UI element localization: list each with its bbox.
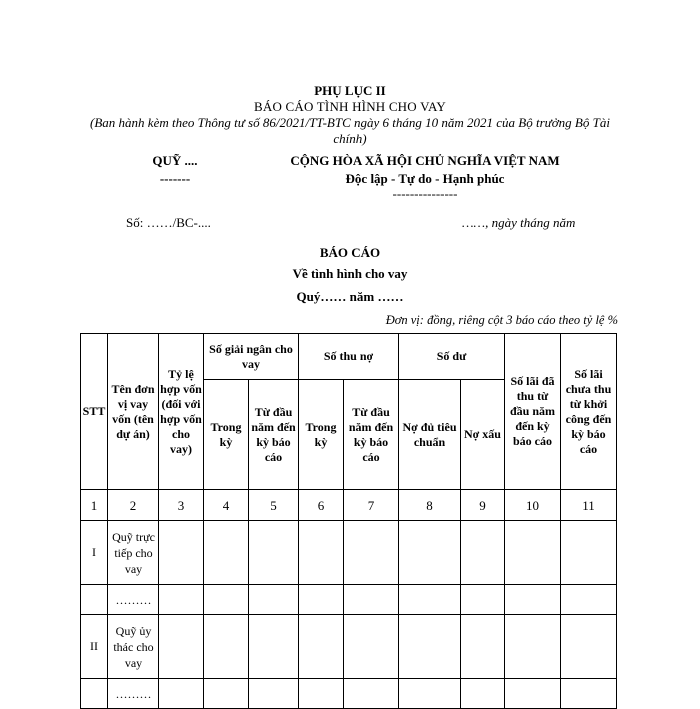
reference-date: ……, ngày tháng năm xyxy=(462,215,576,230)
row-unit-name: Quỹ trực tiếp cho vay xyxy=(108,521,159,585)
row-unit-name: Quỹ ủy thác cho vay xyxy=(108,615,159,679)
header-collected: Số thu nợ xyxy=(299,334,399,380)
empty-cell xyxy=(204,679,249,709)
empty-cell xyxy=(299,521,344,585)
empty-cell xyxy=(249,615,299,679)
empty-cell xyxy=(344,679,399,709)
table-row xyxy=(81,679,617,709)
column-number: 4 xyxy=(204,490,249,521)
report-table xyxy=(80,333,617,709)
row-unit-name: ……… xyxy=(108,679,159,709)
org-block xyxy=(130,152,220,188)
empty-cell xyxy=(461,679,505,709)
column-number: 6 xyxy=(299,490,344,521)
report-title: BÁO CÁO TÌNH HÌNH CHO VAY xyxy=(254,99,446,114)
nation-motto: Độc lập - Tự do - Hạnh phúc xyxy=(345,171,505,186)
header-unit-name: Tên đơn vị vay vốn (tên dự án) xyxy=(108,334,159,490)
column-number: 2 xyxy=(108,490,159,521)
header-disbursed-in-period: Trong kỳ xyxy=(204,380,249,490)
column-number: 5 xyxy=(249,490,299,521)
empty-cell xyxy=(299,679,344,709)
empty-cell xyxy=(505,585,561,615)
header-ratio: Tỷ lệ hợp vốn (đối với hợp vốn cho vay) xyxy=(159,334,204,490)
unit-note: Đơn vị: đồng, riêng cột 3 báo cáo theo tỷ lệ % xyxy=(385,313,618,327)
empty-cell xyxy=(344,615,399,679)
header-bad-debt: Nợ xấu xyxy=(461,380,505,490)
empty-cell xyxy=(204,585,249,615)
empty-cell xyxy=(159,521,204,585)
column-number: 8 xyxy=(399,490,461,521)
header-interest-uncollected: Số lãi chưa thu từ khởi công đến kỳ báo cáo xyxy=(561,334,617,490)
header-interest-collected: Số lãi đã thu từ đầu năm đến kỳ báo cáo xyxy=(505,334,561,490)
empty-cell xyxy=(249,521,299,585)
document-subject: Về tình hình cho vay xyxy=(292,266,408,281)
empty-cell xyxy=(159,615,204,679)
empty-cell xyxy=(399,521,461,585)
empty-cell xyxy=(344,585,399,615)
national-header xyxy=(270,152,580,200)
empty-cell xyxy=(299,585,344,615)
empty-cell xyxy=(399,585,461,615)
appendix-label: PHỤ LỤC II xyxy=(314,83,386,98)
empty-cell xyxy=(561,679,617,709)
header-disbursed-ytd: Từ đầu năm đến kỳ báo cáo xyxy=(249,380,299,490)
empty-cell xyxy=(505,521,561,585)
header-balance: Số dư xyxy=(399,334,505,380)
table-row xyxy=(81,521,617,585)
empty-cell xyxy=(505,679,561,709)
table-row xyxy=(81,585,617,615)
empty-cell xyxy=(249,679,299,709)
nation-dash: --------------- xyxy=(392,186,458,201)
row-stt xyxy=(81,679,108,709)
column-number: 3 xyxy=(159,490,204,521)
empty-cell xyxy=(204,615,249,679)
org-dash: ------- xyxy=(159,171,191,186)
empty-cell xyxy=(249,585,299,615)
row-unit-name: ……… xyxy=(108,585,159,615)
document-heading: BÁO CÁO xyxy=(319,245,381,260)
empty-cell xyxy=(159,679,204,709)
header-collected-ytd: Từ đầu năm đến kỳ báo cáo xyxy=(344,380,399,490)
empty-cell xyxy=(561,521,617,585)
empty-cell xyxy=(399,615,461,679)
empty-cell xyxy=(159,585,204,615)
row-stt: I xyxy=(81,521,108,585)
header-standard-debt: Nợ đủ tiêu chuẩn xyxy=(399,380,461,490)
empty-cell xyxy=(399,679,461,709)
reference-number: Số: ……/BC-.... xyxy=(126,215,211,230)
column-number: 11 xyxy=(561,490,617,521)
empty-cell xyxy=(561,585,617,615)
column-number: 9 xyxy=(461,490,505,521)
nation-name: CỘNG HÒA XÃ HỘI CHỦ NGHĨA VIỆT NAM xyxy=(290,153,560,168)
column-number: 10 xyxy=(505,490,561,521)
empty-cell xyxy=(561,615,617,679)
header-collected-in-period: Trong kỳ xyxy=(299,380,344,490)
header-disbursed: Số giải ngân cho vay xyxy=(204,334,299,380)
column-number: 1 xyxy=(81,490,108,521)
column-number: 7 xyxy=(344,490,399,521)
org-name: QUỸ .... xyxy=(152,153,198,168)
header-stt: STT xyxy=(81,334,108,490)
empty-cell xyxy=(204,521,249,585)
issued-note: (Ban hành kèm theo Thông tư số 86/2021/TT-BTC ngày 6 tháng 10 năm 2021 của Bộ trưởng Bộ Tài chính) xyxy=(90,115,610,146)
empty-cell xyxy=(461,615,505,679)
empty-cell xyxy=(344,521,399,585)
empty-cell xyxy=(505,615,561,679)
empty-cell xyxy=(461,521,505,585)
empty-cell xyxy=(299,615,344,679)
document-period: Quý…… năm …… xyxy=(296,289,404,304)
row-stt xyxy=(81,585,108,615)
row-stt: II xyxy=(81,615,108,679)
empty-cell xyxy=(461,585,505,615)
table-row xyxy=(81,615,617,679)
